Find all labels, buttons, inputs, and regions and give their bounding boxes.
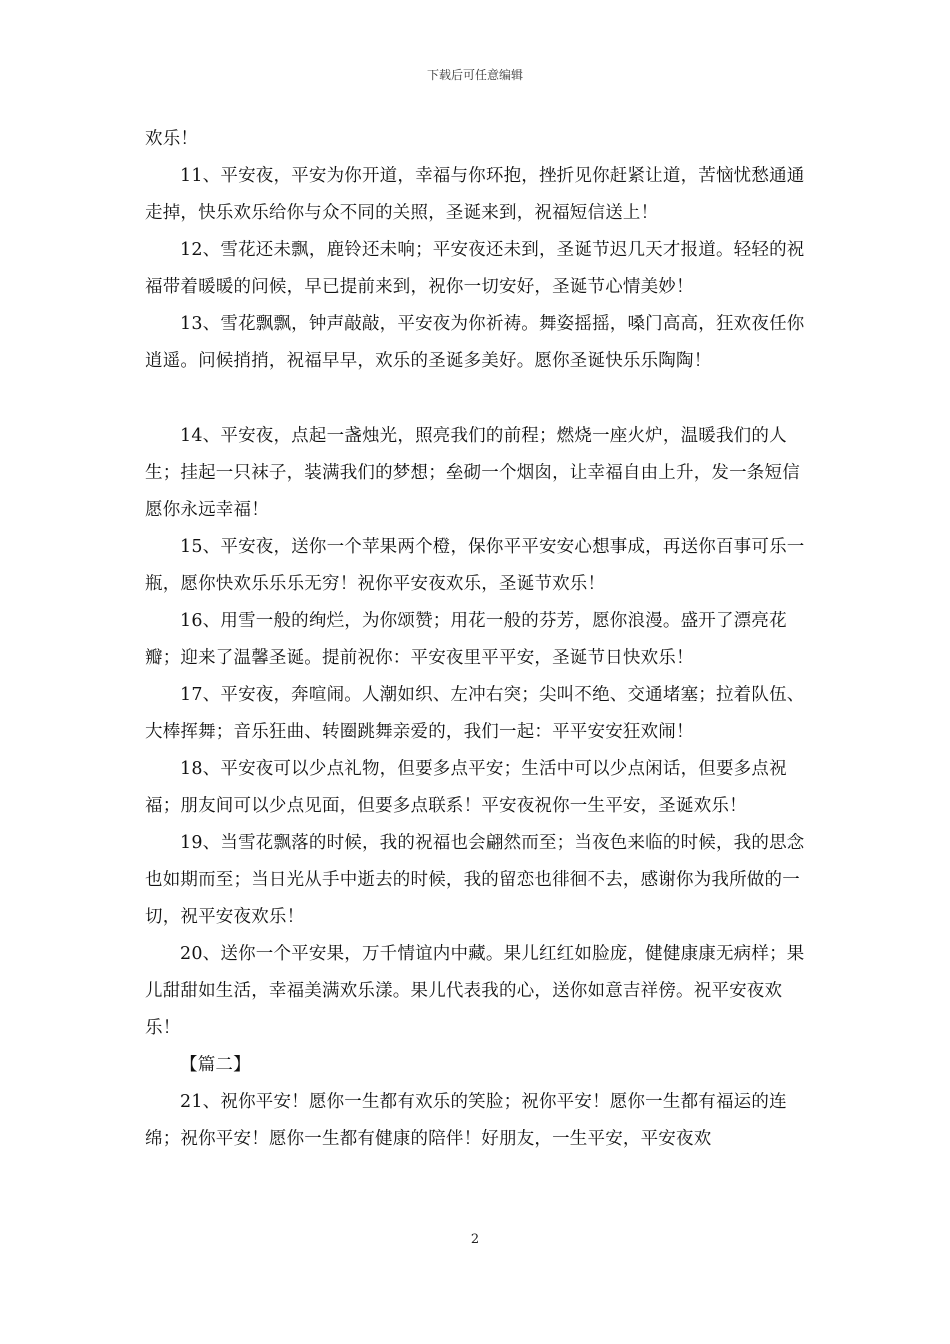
- paragraph-14: 14、平安夜，点起一盏烛光，照亮我们的前程；燃烧一座火炉，温暖我们的人生；挂起一只袜子，装满我们的梦想；垒砌一个烟囱，让幸福自由上升，发一条短信愿你永远幸福！: [145, 426, 800, 520]
- paragraph-continuation: 欢乐！: [145, 129, 199, 149]
- page-header: 下载后可任意编辑: [426, 68, 523, 82]
- paragraph-18: 18、平安夜可以少点礼物，但要多点平安；生活中可以少点闲话，但要多点祝福；朋友间可以少点见面，但要多点联系！平安夜祝你一生平安，圣诞欢乐！: [145, 759, 787, 816]
- section-heading: 【篇二】: [180, 1055, 251, 1075]
- paragraph-11: 11、平安夜，平安为你开道，幸福与你环抱，挫折见你赶紧让道，苦恼忧愁通通走掉，快乐欢乐给你与众不同的关照，圣诞来到，祝福短信送上！: [145, 166, 805, 223]
- paragraph-15: 15、平安夜，送你一个苹果两个橙，保你平平安安心想事成，再送你百事可乐一瓶，愿你快欢乐乐乐无穷！祝你平安夜欢乐，圣诞节欢乐！: [145, 537, 805, 594]
- paragraph-17: 17、平安夜，奔喧闹。人潮如织、左冲右突；尖叫不绝、交通堵塞；拉着队伍、大棒挥舞；音乐狂曲、转圈跳舞亲爱的，我们一起：平平安安狂欢闹！: [145, 685, 805, 742]
- paragraph-12: 12、雪花还未飘，鹿铃还未响；平安夜还未到，圣诞节迟几天才报道。轻轻的祝福带着暖暖的问候，早已提前来到，祝你一切安好，圣诞节心情美妙！: [145, 240, 805, 297]
- paragraph-gap: [145, 380, 809, 418]
- paragraph-21: 21、祝你平安！愿你一生都有欢乐的笑脸；祝你平安！愿你一生都有福运的连绵；祝你平安！愿你一生都有健康的陪伴！好朋友，一生平安，平安夜欢: [145, 1092, 787, 1149]
- paragraph-13: 13、雪花飘飘，钟声敲敲，平安夜为你祈祷。舞姿摇摇，嗓门高高，狂欢夜任你逍遥。问候捎捎，祝福早早，欢乐的圣诞多美好。愿你圣诞快乐乐陶陶！: [145, 314, 805, 371]
- paragraph-16: 16、用雪一般的绚烂，为你颂赞；用花一般的芬芳，愿你浪漫。盛开了漂亮花瓣；迎来了温馨圣诞。提前祝你：平安夜里平平安，圣诞节日快欢乐！: [145, 611, 787, 668]
- paragraph-20: 20、送你一个平安果，万千情谊内中藏。果儿红红如脸庞，健健康康无病样；果儿甜甜如生活，幸福美满欢乐漾。果儿代表我的心，送你如意吉祥傍。祝平安夜欢乐！: [145, 944, 805, 1038]
- page-number: 2: [470, 1232, 480, 1247]
- document-body: [145, 121, 809, 1158]
- paragraph-19: 19、当雪花飘落的时候，我的祝福也会翩然而至；当夜色来临的时候，我的思念也如期而至；当日光从手中逝去的时候，我的留恋也徘徊不去，感谢你为我所做的一切，祝平安夜欢乐！: [145, 833, 805, 927]
